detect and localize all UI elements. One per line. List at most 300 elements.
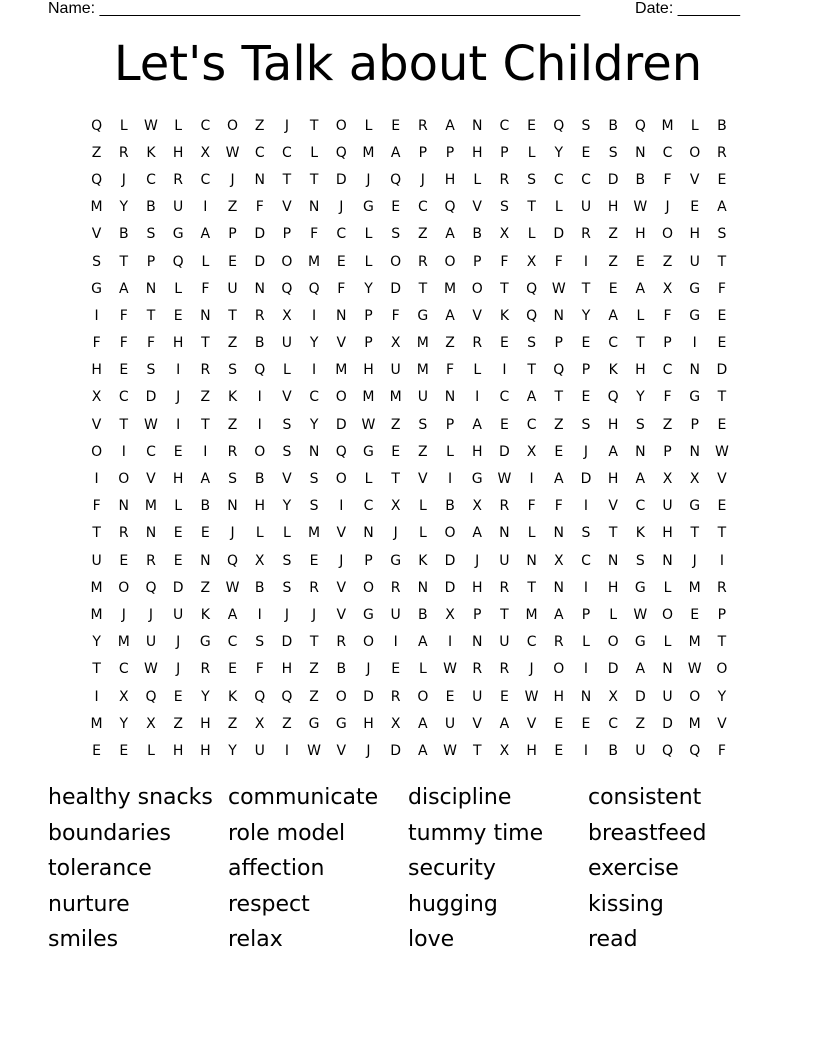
- grid-letter: A: [200, 471, 211, 488]
- grid-letter: C: [417, 199, 428, 216]
- grid-letter: W: [714, 443, 729, 460]
- grid-letter: E: [581, 144, 591, 161]
- grid-letter: R: [717, 579, 727, 596]
- grid-letter: F: [554, 253, 563, 270]
- grid-letter: S: [581, 117, 591, 134]
- grid-letter: E: [499, 335, 509, 352]
- grid-letter: K: [200, 606, 210, 623]
- grid-letter: E: [92, 742, 102, 759]
- grid-letter: U: [689, 253, 700, 270]
- grid-letter: H: [172, 742, 184, 759]
- grid-letter: I: [94, 471, 99, 488]
- grid-letter: J: [339, 199, 344, 216]
- grid-letter: P: [282, 226, 292, 243]
- grid-letter: D: [444, 552, 456, 569]
- grid-letter: Z: [254, 117, 265, 134]
- grid-letter: Q: [227, 552, 239, 569]
- grid-letter: M: [389, 389, 402, 406]
- grid-letter: I: [312, 307, 317, 324]
- grid-letter: R: [472, 335, 483, 352]
- word-bank-item: discipline: [408, 785, 512, 810]
- grid-letter: G: [689, 280, 701, 297]
- grid-letter: R: [118, 144, 129, 161]
- grid-letter: S: [282, 579, 292, 596]
- grid-letter: I: [719, 552, 724, 569]
- grid-letter: V: [91, 226, 102, 243]
- grid-row: [83, 166, 736, 193]
- grid-letter: T: [309, 634, 319, 651]
- grid-letter: N: [662, 661, 673, 678]
- grid-letter: O: [335, 688, 347, 705]
- grid-letter: D: [281, 634, 293, 651]
- grid-letter: S: [282, 552, 292, 569]
- grid-letter: S: [527, 335, 537, 352]
- grid-letter: E: [635, 253, 645, 270]
- grid-letter: N: [635, 443, 646, 460]
- grid-letter: S: [717, 226, 727, 243]
- grid-letter: J: [366, 171, 371, 188]
- grid-row: [83, 411, 736, 438]
- word-bank-item: security: [408, 856, 496, 881]
- grid-letter: F: [92, 498, 101, 515]
- grid-letter: L: [364, 471, 373, 488]
- grid-letter: G: [308, 715, 320, 732]
- grid-letter: O: [662, 606, 674, 623]
- grid-letter: M: [443, 280, 457, 297]
- grid-letter: O: [362, 579, 374, 596]
- grid-letter: G: [471, 471, 483, 488]
- grid-letter: O: [444, 525, 456, 542]
- grid-letter: F: [92, 335, 101, 352]
- grid-letter: S: [635, 552, 645, 569]
- word-bank: [48, 780, 768, 958]
- grid-letter: D: [662, 715, 673, 732]
- grid-letter: I: [176, 416, 181, 433]
- grid-letter: N: [471, 634, 483, 651]
- grid-letter: S: [391, 226, 401, 243]
- grid-letter: D: [254, 226, 266, 243]
- grid-letter: T: [309, 171, 319, 188]
- grid-letter: O: [553, 661, 565, 678]
- grid-letter: L: [364, 253, 373, 270]
- grid-letter: P: [364, 335, 373, 352]
- grid-letter: X: [146, 715, 156, 732]
- grid-letter: W: [144, 416, 158, 433]
- grid-letter: C: [553, 171, 564, 188]
- grid-letter: Y: [201, 688, 210, 705]
- grid-letter: Z: [418, 443, 428, 460]
- grid-letter: N: [499, 525, 510, 542]
- grid-letter: U: [444, 715, 456, 732]
- grid-row: [83, 112, 736, 139]
- grid-letter: J: [420, 171, 425, 188]
- grid-letter: N: [308, 443, 320, 460]
- grid-letter: B: [717, 117, 727, 134]
- grid-letter: Q: [335, 144, 347, 161]
- grid-letter: I: [447, 471, 453, 488]
- word-bank-item: exercise: [588, 856, 679, 881]
- grid-letter: B: [472, 226, 483, 243]
- word-bank-item: affection: [228, 856, 325, 881]
- grid-letter: X: [499, 742, 510, 759]
- grid-letter: F: [527, 498, 536, 515]
- word-bank-item: love: [408, 927, 455, 952]
- grid-letter: X: [390, 715, 401, 732]
- grid-letter: C: [635, 498, 646, 515]
- grid-letter: S: [228, 471, 237, 488]
- grid-letter: V: [282, 199, 292, 216]
- grid-letter: M: [117, 634, 130, 651]
- grid-letter: O: [227, 117, 239, 134]
- grid-letter: O: [471, 280, 483, 297]
- grid-letter: A: [635, 280, 646, 297]
- grid-letter: Y: [92, 634, 101, 651]
- grid-letter: F: [446, 362, 455, 379]
- grid-letter: E: [391, 443, 401, 460]
- grid-letter: S: [581, 525, 591, 542]
- grid-letter: F: [500, 253, 509, 270]
- grid-letter: Y: [636, 389, 645, 406]
- grid-letter: T: [92, 661, 101, 678]
- grid-letter: Z: [200, 579, 211, 596]
- grid-letter: T: [146, 307, 156, 324]
- grid-letter: F: [310, 226, 319, 243]
- grid-letter: P: [472, 606, 482, 623]
- grid-letter: A: [200, 226, 211, 243]
- grid-letter: N: [689, 443, 700, 460]
- grid-letter: B: [445, 498, 455, 515]
- grid-letter: T: [717, 389, 727, 406]
- grid-letter: U: [662, 498, 673, 515]
- grid-letter: Q: [634, 117, 646, 134]
- grid-letter: T: [608, 525, 618, 542]
- grid-letter: Z: [227, 199, 238, 216]
- grid-letter: R: [472, 661, 483, 678]
- grid-letter: J: [230, 525, 235, 542]
- grid-letter: W: [225, 144, 240, 161]
- grid-letter: Y: [364, 280, 373, 297]
- grid-letter: P: [146, 253, 156, 270]
- grid-letter: Q: [553, 362, 565, 379]
- grid-letter: Q: [281, 688, 293, 705]
- grid-letter: V: [146, 471, 156, 488]
- grid-letter: H: [91, 362, 102, 379]
- grid-letter: N: [444, 389, 456, 406]
- grid-letter: B: [608, 117, 618, 134]
- grid-letter: T: [472, 742, 482, 759]
- grid-letter: M: [90, 579, 103, 596]
- grid-letter: M: [335, 362, 348, 379]
- grid-letter: O: [281, 253, 293, 270]
- grid-letter: Z: [390, 416, 401, 433]
- grid-letter: A: [717, 199, 727, 216]
- grid-letter: D: [553, 226, 565, 243]
- grid-letter: M: [416, 335, 429, 352]
- grid-letter: L: [174, 498, 183, 515]
- grid-letter: L: [473, 362, 482, 379]
- grid-letter: J: [583, 443, 589, 460]
- grid-letter: B: [254, 579, 265, 596]
- grid-letter: B: [608, 742, 618, 759]
- grid-letter: C: [309, 389, 319, 406]
- grid-letter: Y: [717, 688, 727, 705]
- grid-letter: N: [227, 498, 238, 515]
- grid-letter: X: [91, 389, 102, 406]
- grid-letter: T: [309, 117, 319, 134]
- grid-letter: L: [636, 307, 645, 324]
- grid-letter: D: [607, 171, 619, 188]
- grid-letter: I: [393, 634, 398, 651]
- grid-letter: M: [362, 144, 375, 161]
- grid-letter: N: [200, 307, 211, 324]
- grid-letter: D: [634, 688, 646, 705]
- grid-letter: A: [445, 226, 455, 243]
- grid-row: [83, 248, 736, 275]
- grid-letter: C: [662, 362, 673, 379]
- grid-letter: E: [717, 416, 727, 433]
- grid-row: [83, 384, 736, 411]
- grid-letter: Z: [662, 253, 673, 270]
- grid-letter: X: [526, 253, 537, 270]
- grid-letter: W: [633, 606, 648, 623]
- grid-letter: V: [336, 742, 347, 759]
- grid-letter: T: [636, 335, 645, 352]
- grid-letter: K: [499, 307, 509, 324]
- grid-letter: I: [312, 362, 317, 379]
- grid-row: [83, 737, 736, 764]
- header: [48, 0, 740, 18]
- grid-letter: Q: [444, 199, 456, 216]
- grid-letter: I: [94, 307, 99, 324]
- grid-letter: F: [663, 171, 672, 188]
- grid-letter: T: [527, 579, 536, 596]
- grid-letter: X: [254, 715, 265, 732]
- grid-letter: L: [527, 144, 536, 161]
- grid-letter: U: [145, 634, 157, 651]
- grid-letter: W: [551, 280, 566, 297]
- grid-letter: P: [581, 606, 591, 623]
- grid-letter: M: [90, 199, 103, 216]
- grid-letter: W: [443, 661, 457, 678]
- grid-letter: E: [391, 661, 401, 678]
- word-bank-item: role model: [228, 820, 346, 846]
- grid-letter: A: [635, 471, 646, 488]
- grid-letter: E: [391, 117, 401, 134]
- grid-letter: L: [418, 525, 427, 542]
- grid-letter: S: [92, 253, 102, 270]
- grid-letter: S: [309, 471, 319, 488]
- grid-letter: D: [254, 253, 266, 270]
- grid-letter: L: [119, 117, 128, 134]
- grid-letter: U: [173, 606, 184, 623]
- grid-row: [83, 275, 736, 302]
- grid-letter: O: [607, 634, 619, 651]
- grid-row: [83, 221, 736, 248]
- grid-letter: U: [227, 280, 238, 297]
- grid-letter: P: [690, 416, 699, 433]
- grid-letter: C: [118, 389, 129, 406]
- grid-letter: Z: [608, 253, 618, 270]
- grid-letter: U: [662, 688, 673, 705]
- grid-letter: D: [444, 579, 456, 596]
- grid-letter: P: [581, 362, 591, 379]
- grid-letter: Z: [608, 226, 618, 243]
- grid-letter: K: [146, 144, 156, 161]
- grid-row: [83, 710, 736, 737]
- grid-letter: M: [362, 389, 375, 406]
- grid-letter: N: [254, 171, 265, 188]
- grid-letter: H: [200, 742, 211, 759]
- grid-letter: V: [689, 171, 700, 188]
- grid-letter: U: [173, 199, 184, 216]
- grid-letter: N: [145, 525, 157, 542]
- grid-letter: I: [121, 443, 126, 460]
- grid-letter: J: [284, 606, 289, 623]
- grid-letter: C: [146, 443, 156, 460]
- grid-letter: G: [199, 634, 211, 651]
- grid-letter: T: [554, 389, 564, 406]
- grid-letter: H: [172, 335, 184, 352]
- grid-letter: C: [200, 117, 211, 134]
- grid-letter: Z: [227, 416, 238, 433]
- grid-letter: H: [662, 525, 673, 542]
- grid-letter: S: [228, 362, 237, 379]
- grid-letter: X: [390, 498, 401, 515]
- grid-letter: E: [119, 742, 129, 759]
- grid-letter: F: [119, 335, 128, 352]
- grid-letter: C: [254, 144, 265, 161]
- grid-letter: L: [283, 362, 291, 379]
- grid-letter: L: [690, 117, 699, 134]
- grid-letter: C: [526, 634, 537, 651]
- grid-letter: E: [173, 307, 183, 324]
- grid-letter: J: [393, 525, 398, 542]
- grid-letter: J: [339, 552, 344, 569]
- grid-letter: G: [634, 579, 646, 596]
- grid-letter: P: [445, 416, 455, 433]
- word-bank-item: tolerance: [48, 856, 152, 881]
- grid-letter: H: [471, 144, 483, 161]
- grid-letter: T: [92, 525, 101, 542]
- grid-letter: Q: [526, 307, 538, 324]
- word-search-grid: [83, 112, 736, 765]
- grid-letter: T: [500, 606, 509, 623]
- grid-letter: N: [363, 525, 374, 542]
- grid-letter: Z: [282, 715, 292, 732]
- grid-letter: L: [364, 117, 373, 134]
- grid-letter: H: [172, 144, 184, 161]
- grid-letter: Z: [227, 335, 238, 352]
- grid-letter: W: [144, 661, 158, 678]
- grid-row: [83, 574, 736, 601]
- grid-letter: M: [90, 715, 103, 732]
- word-bank-item: relax: [228, 927, 283, 952]
- grid-letter: T: [717, 253, 727, 270]
- grid-letter: H: [200, 715, 211, 732]
- grid-letter: P: [445, 144, 455, 161]
- grid-letter: H: [553, 688, 565, 705]
- grid-letter: I: [176, 362, 181, 379]
- grid-letter: Y: [309, 335, 319, 352]
- grid-letter: Q: [281, 280, 293, 297]
- grid-letter: T: [717, 634, 727, 651]
- grid-letter: H: [281, 661, 293, 678]
- grid-letter: N: [553, 525, 565, 542]
- grid-letter: U: [472, 688, 483, 705]
- grid-row: [83, 139, 736, 166]
- grid-letter: J: [121, 606, 126, 623]
- grid-letter: E: [200, 525, 210, 542]
- grid-letter: B: [200, 498, 211, 515]
- grid-letter: W: [144, 117, 158, 134]
- grid-letter: N: [308, 199, 320, 216]
- grid-letter: A: [553, 471, 564, 488]
- grid-letter: Y: [282, 498, 292, 515]
- word-bank-item: boundaries: [48, 820, 171, 846]
- grid-letter: P: [228, 226, 237, 243]
- grid-letter: R: [227, 443, 238, 460]
- grid-letter: J: [312, 606, 317, 623]
- grid-letter: H: [607, 471, 619, 488]
- grid-row: [83, 520, 736, 547]
- grid-letter: J: [366, 742, 371, 759]
- grid-letter: Q: [172, 253, 184, 270]
- grid-letter: Q: [145, 579, 157, 596]
- grid-letter: X: [118, 688, 129, 705]
- grid-letter: L: [201, 253, 210, 270]
- grid-row: [83, 465, 736, 492]
- grid-row: [83, 357, 736, 384]
- grid-letter: Q: [526, 280, 538, 297]
- grid-letter: G: [363, 199, 374, 216]
- grid-letter: K: [227, 389, 238, 406]
- grid-letter: V: [336, 525, 347, 542]
- grid-letter: C: [608, 715, 619, 732]
- word-bank-item: tummy time: [408, 820, 544, 846]
- grid-letter: S: [581, 416, 591, 433]
- grid-letter: L: [418, 498, 427, 515]
- grid-letter: I: [284, 742, 289, 759]
- grid-letter: C: [146, 171, 156, 188]
- grid-letter: J: [230, 171, 235, 188]
- grid-letter: E: [173, 525, 183, 542]
- grid-letter: U: [281, 335, 293, 352]
- grid-letter: N: [635, 144, 646, 161]
- grid-letter: E: [581, 715, 591, 732]
- grid-letter: X: [282, 307, 292, 324]
- grid-letter: R: [200, 661, 211, 678]
- grid-letter: V: [472, 715, 482, 732]
- grid-letter: K: [418, 552, 428, 569]
- grid-letter: V: [336, 335, 347, 352]
- grid-letter: E: [608, 280, 618, 297]
- grid-letter: E: [581, 335, 591, 352]
- grid-letter: U: [254, 742, 265, 759]
- grid-letter: I: [529, 471, 534, 488]
- word-bank-item: read: [588, 927, 638, 952]
- grid-letter: H: [689, 226, 700, 243]
- grid-letter: I: [203, 443, 208, 460]
- grid-letter: G: [390, 552, 402, 569]
- grid-letter: U: [417, 389, 428, 406]
- grid-letter: U: [499, 552, 510, 569]
- grid-letter: R: [717, 144, 727, 161]
- grid-letter: W: [443, 742, 457, 759]
- grid-letter: S: [146, 362, 156, 379]
- grid-letter: R: [581, 226, 591, 243]
- grid-letter: Q: [390, 171, 402, 188]
- grid-letter: T: [717, 525, 727, 542]
